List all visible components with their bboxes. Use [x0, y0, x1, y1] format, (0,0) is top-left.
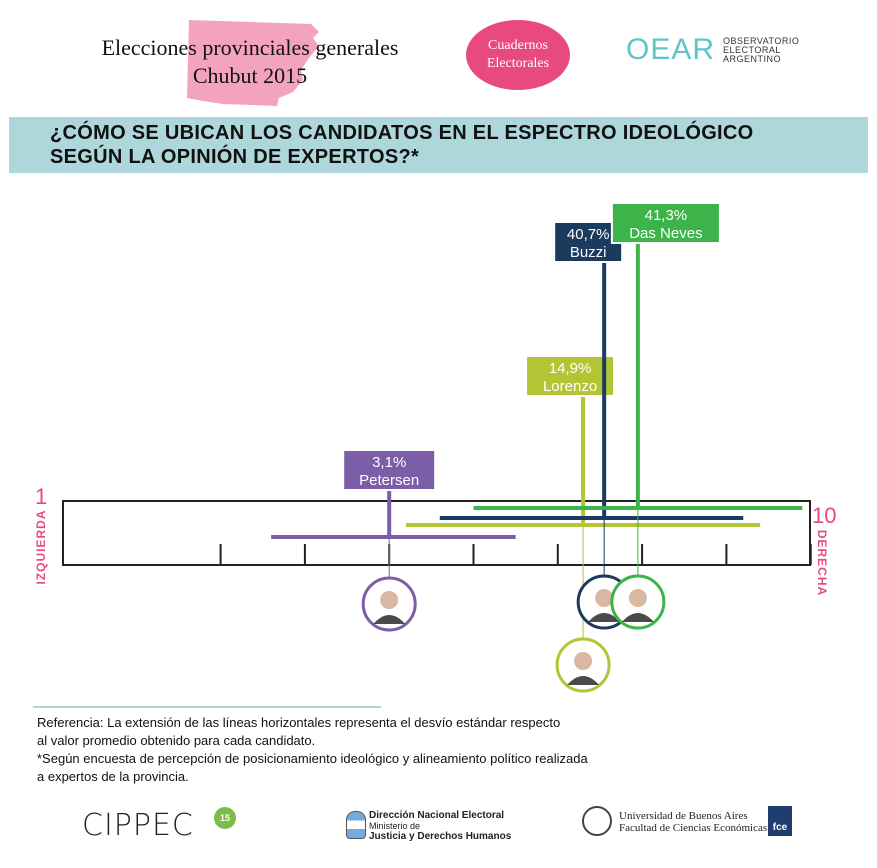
axis-box — [63, 501, 810, 565]
oear-logo-text-1: OBSERVATORIO — [723, 35, 800, 46]
vote-label-buzzi: 40,7% — [566, 226, 610, 243]
vote-label-petersen: 3,1% — [372, 454, 407, 471]
badge-line1: Cuadernos — [488, 38, 548, 53]
fce-logo: fce — [768, 806, 792, 836]
reference-note-line2: al valor promedio obtenido para cada candidato. — [37, 733, 316, 748]
dne-logo-text — [369, 810, 511, 842]
survey-note — [37, 750, 757, 786]
question-line2: SEGÚN LA OPINIÓN DE EXPERTOS?* — [50, 146, 420, 168]
argentina-shield-icon — [346, 811, 366, 839]
header-title-line1: Elecciones provinciales generales — [101, 35, 399, 60]
question-line1: ¿CÓMO SE UBICAN LOS CANDIDATOS EN EL ESPECTRO IDEOLÓGICO — [50, 122, 754, 144]
axis-left-label: IZQUIERDA — [34, 509, 48, 585]
oear-logo-text-3: ARGENTINO — [723, 53, 782, 64]
vote-label-lorenzo: 14,9% — [548, 360, 592, 377]
avatar-head-petersen — [380, 591, 398, 609]
uba-line1: Universidad de Buenos Aires — [619, 810, 748, 822]
header-title — [60, 34, 440, 90]
avatar-head-das-neves — [629, 589, 647, 607]
header-title-line2: Chubut 2015 — [192, 63, 308, 88]
survey-note-line2: a expertos de la provincia. — [37, 769, 189, 784]
survey-note-line1: *Según encuesta de percepción de posicionamiento ideológico y alineamiento político realizada — [37, 751, 588, 766]
reference-note — [37, 714, 737, 750]
avatar-head-buzzi — [595, 589, 613, 607]
avatar-head-lorenzo — [574, 652, 592, 670]
uba-logo-text — [619, 810, 767, 834]
cippec-logo: CIPPEC — [82, 808, 194, 843]
name-label-das-neves: Das Neves — [629, 225, 703, 242]
notes-divider — [33, 706, 381, 708]
name-label-petersen: Petersen — [359, 472, 420, 489]
dne-line3: Justicia y Derechos Humanos — [369, 831, 512, 842]
oear-logo-mark: OEAR — [626, 33, 716, 66]
name-label-lorenzo: Lorenzo — [542, 378, 598, 395]
name-label-buzzi: Buzzi — [569, 244, 607, 261]
reference-note-line1: Referencia: La extensión de las líneas horizontales representa el desvío estándar respecto — [37, 715, 561, 730]
badge-line2: Electorales — [486, 56, 550, 71]
oear-logo-text-2: ELECTORAL — [723, 44, 781, 55]
axis-right-value: 10 — [812, 503, 837, 528]
vote-label-das-neves: 41,3% — [644, 207, 688, 224]
cippec-badge: 15 — [214, 807, 236, 829]
axis-right-label: DERECHA — [815, 529, 829, 597]
uba-seal-icon — [582, 806, 612, 836]
dne-line1: Dirección Nacional Electoral — [369, 810, 505, 821]
uba-line2: Facultad de Ciencias Económicas — [619, 822, 768, 834]
axis-left-value: 1 — [35, 484, 48, 509]
dne-line2: Ministerio de — [369, 821, 421, 831]
